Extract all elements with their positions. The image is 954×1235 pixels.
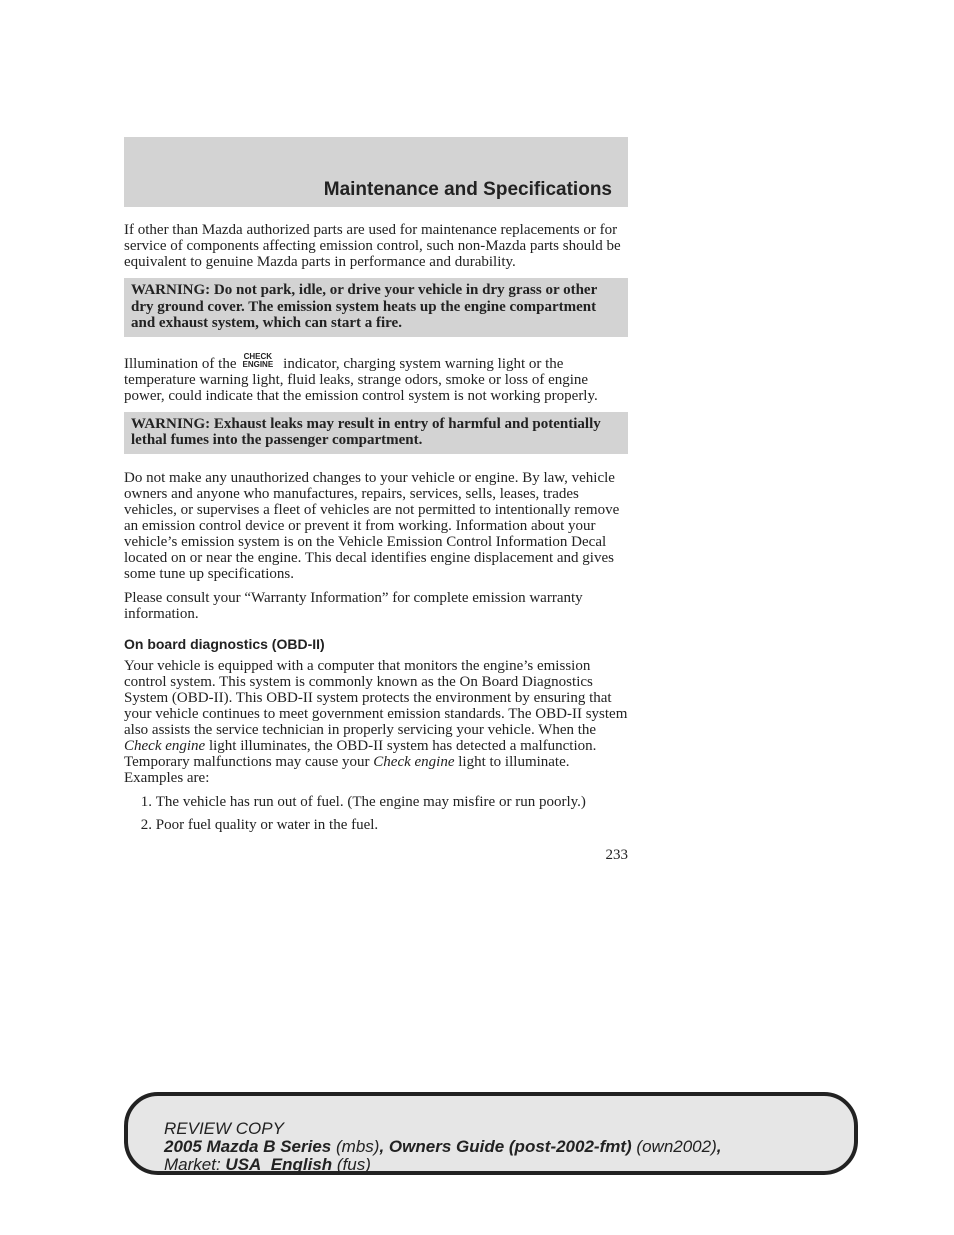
illumination-text-start: Illumination of the xyxy=(124,355,237,372)
paragraph-unauthorized-changes: Do not make any unauthorized changes to your vehicle or engine. By law, vehicle owners and anyone who manufactures, repairs, services, sells, leases, trades vehicles, or supervises a fleet of vehicles are not permitted to intentionally remove an emission control device or prevent it from working. Information about your vehicle’s emission system is on the Vehicle Emission Control Information Decal located on or near the engine. This decal identifies engine displacement and gives some tune up specifications. xyxy=(124,469,620,582)
paragraph-illumination xyxy=(124,353,628,404)
guide-code: (own2002) xyxy=(636,1137,717,1156)
review-copy-model-line: 2005 Mazda B Series (mbs), Owners Guide (post-2002-fmt) (own2002), xyxy=(164,1137,722,1156)
list-item xyxy=(124,794,628,810)
obd-text-a: Your vehicle is equipped with a computer that monitors the engine’s emission control system. This system is commonly known as the On Board Diagnostics System (OBD-II). This OBD-II system protects the environment by ensuring that your vehicle continues to meet government emission standards. The OBD-II system also assists the service technician in properly servicing your vehicle. When the xyxy=(124,657,628,738)
obd-text-c: light to illuminate. Examples are: xyxy=(124,753,570,786)
check-engine-icon-line1: CHECK xyxy=(243,351,273,361)
warning-box-exhaust: WARNING: Exhaust leaks may result in entry of harmful and potentially lethal fumes into the passenger compartment. xyxy=(124,412,628,454)
list-item-number: 1. xyxy=(140,793,152,810)
list-item-number: 2. xyxy=(140,816,152,833)
list-item xyxy=(124,817,628,833)
paragraph-obd xyxy=(124,658,628,786)
page-number: 233 xyxy=(605,846,628,863)
review-copy-market-line xyxy=(164,1156,721,1174)
illumination-text-end: indicator, charging system warning light or the temperature warning light, fluid leaks, strange odors, smoke or loss of engine power, could indicate that the emission control system is not working properly. xyxy=(124,355,598,404)
section-header-band xyxy=(124,137,628,207)
review-copy-box xyxy=(124,1092,858,1175)
list-item-text: Poor fuel quality or water in the fuel. xyxy=(155,816,379,833)
market-label: Market: xyxy=(164,1155,221,1174)
model-code: (mbs) xyxy=(336,1137,380,1156)
paragraph-warranty: Please consult your “Warranty Information” for complete emission warranty information. xyxy=(124,589,583,622)
warning-box-fire: WARNING: Do not park, idle, or drive your vehicle in dry grass or other dry ground cover. The emission system heats up the engine compartment and exhaust system, which can start a fire. xyxy=(124,278,628,337)
review-copy-label: REVIEW COPY xyxy=(164,1119,284,1138)
obd-text-b: light illuminates, the OBD-II system has detected a malfunction. Temporary malfunctions may cause your xyxy=(124,737,597,770)
model-name: 2005 Mazda B Series xyxy=(164,1137,332,1156)
market-code: (fus) xyxy=(336,1155,371,1174)
obd-italic-check-engine-2: Check engine xyxy=(373,753,455,770)
obd-italic-check-engine-1: Check engine xyxy=(124,737,206,754)
list-item-text: The vehicle has run out of fuel. (The engine may misfire or run poorly.) xyxy=(155,793,586,810)
check-engine-icon xyxy=(242,353,273,369)
subheading-obd: On board diagnostics (OBD-II) xyxy=(124,635,325,652)
guide-name: Owners Guide (post-2002-fmt) xyxy=(388,1137,632,1156)
section-title: Maintenance and Specifications xyxy=(323,179,612,200)
page-content xyxy=(124,222,628,863)
market-name: USA_English xyxy=(225,1155,333,1174)
check-engine-icon-line2: ENGINE xyxy=(242,359,274,369)
paragraph-parts: If other than Mazda authorized parts are used for maintenance replacements or for service of components affecting emission control, such non-Mazda parts should be equivalent to genuine Mazda parts in performance and durability. xyxy=(124,222,621,270)
review-copy-text xyxy=(164,1120,721,1174)
